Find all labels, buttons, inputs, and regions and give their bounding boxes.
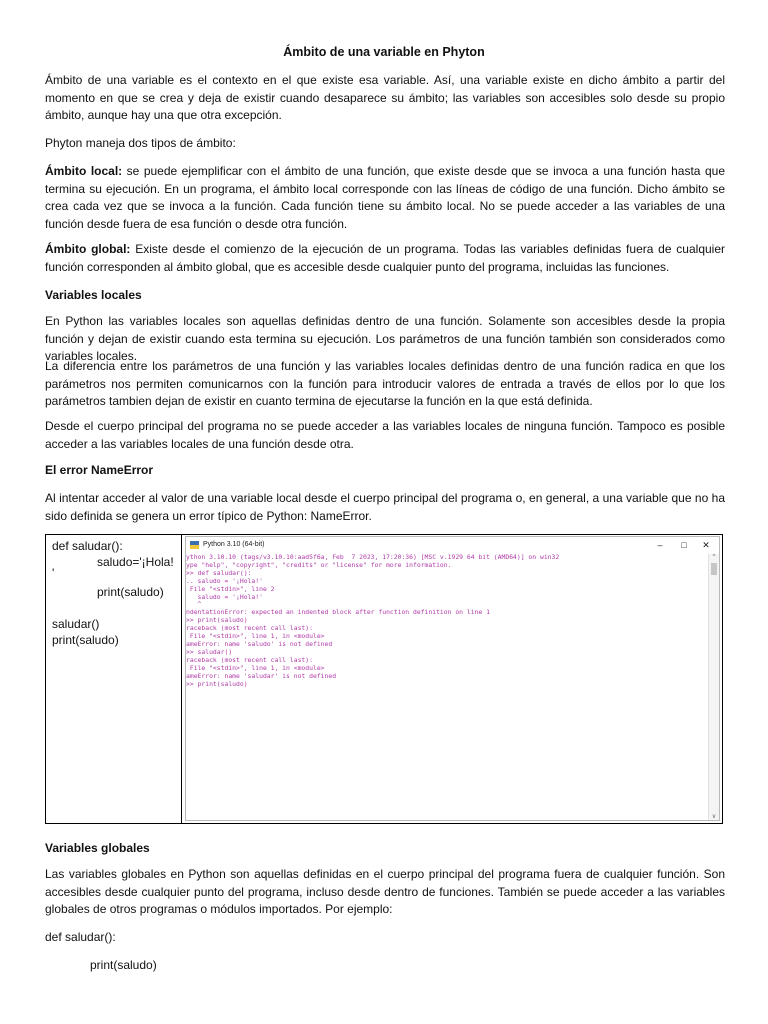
console-line: ython 3.10.10 (tags/v3.10.10:aad5f6a, Feb 7 2023, 17:20:36) [MSC v.1929 64 bit (AMD64)] on win32 (186, 554, 560, 561)
console-line: File "<stdin>", line 2 (186, 584, 275, 593)
window-title: Python 3.10 (64-bit) (203, 541, 265, 548)
code2-def-line: def saludar(): (45, 930, 116, 944)
console-line: ^ (186, 600, 202, 609)
scrollbar-thumb[interactable] (711, 563, 717, 575)
console-line: ype "help", "copyright", "credits" or "license" for more information. (186, 560, 452, 569)
code2-print-line: print(saludo) (90, 958, 157, 972)
console-line: >> print(saludo) (186, 679, 248, 688)
console-line: raceback (most recent call last): (186, 624, 313, 633)
nameerror-paragraph: Al intentar acceder al valor de una variable local desde el cuerpo principal del programa o, en general, a una variable que no ha sido definida se genera un error típico de Python: NameError. (45, 491, 725, 523)
console-line: ameError: name 'saludo' is not defined (186, 639, 333, 648)
console-line: raceback (most recent call last): (186, 655, 313, 664)
console-scrollbar[interactable] (708, 554, 719, 820)
local-scope-text: se puede ejemplificar con el ámbito de una función, que existe desde que se invoca a una función hasta que termina su ejecución. En un programa, el ámbito local corresponde con las líneas de código de una función. Dicho ámbito se crea cada vez que se invoca a la función. Cada función tiene su ámbito local. No se puede acceder a las variables de una función desde fuera de esa función o desde otra función. (45, 164, 725, 231)
local-vars-paragraph-1: En Python las variables locales son aquellas definidas dentro de una función. Solamente son accesibles desde la propia función y dejan de existir cuando esta termina su ejecución. Los parámetros de una función también son considerados como variables locales. (45, 314, 725, 363)
global-vars-paragraph: Las variables globales en Python son aquellas definidas en el cuerpo principal del programa fuera de cualquier función. Son accesibles desde cualquier punto del programa, incluso desde dentro de funciones. También se puede acceder a las variables globales de otros programas o módulos importados. Por ejemplo: (45, 867, 725, 916)
console-line: ndentationError: expected an indented block after function definition on line 1 (186, 608, 490, 617)
intro-paragraph: Ámbito de una variable es el contexto en el que existe esa variable. Así, una variable existe en dicho ámbito a partir del momento en que se crea y deja de existir cuando desaparece su ámbito; las variables son accesibles solo desde su propio ámbito, aunque hay una que otra excepción. (45, 73, 725, 122)
console-line: >> saludar() (186, 647, 233, 656)
scroll-down-icon[interactable]: v (712, 814, 716, 820)
global-scope-paragraph (45, 241, 725, 276)
global-scope-text: Existe desde el comienzo de la ejecución de un programa. Todas las variables definidas fuera de cualquier función corresponden al ámbito global, que es accesible desde cualquier punto del programa, incluidas las funciones. (45, 242, 725, 274)
screenshot-cell (182, 535, 722, 823)
console-line: File "<stdin>", line 1, in <module> (186, 663, 325, 672)
code-line-print-inner: print(saludo) (97, 585, 164, 599)
close-button[interactable]: ✕ (702, 540, 710, 550)
code-line-assign: saludo='¡Hola! (97, 555, 174, 569)
console-line: File "<stdin>", line 1, in <module> (186, 632, 325, 641)
heading-local-variables: Variables locales (45, 288, 142, 302)
python-icon (190, 541, 199, 549)
document-title: Ámbito de una variable en Phyton (283, 45, 485, 59)
heading-nameerror: El error NameError (45, 463, 154, 477)
local-scope-label: Ámbito local: (45, 164, 123, 178)
console-line: >> print(saludo) (186, 616, 248, 625)
maximize-button[interactable]: □ (681, 540, 687, 550)
code-line-quote: ' (52, 566, 55, 580)
console-line: >> def saludar(): (186, 568, 252, 577)
code-example-table (45, 534, 723, 824)
python-console-window (185, 536, 720, 821)
minimize-button[interactable]: – (657, 540, 663, 550)
code-line-call: saludar() (52, 617, 100, 631)
local-scope-paragraph (45, 163, 725, 233)
console-line: saludo = '¡Hola!' (186, 592, 263, 601)
code-line-def: def saludar(): (52, 539, 123, 553)
heading-global-variables: Variables globales (45, 841, 150, 855)
scope-types-intro: Phyton maneja dos tipos de ámbito: (45, 136, 236, 150)
local-vars-paragraph-2: La diferencia entre los parámetros de una función y las variables locales definidas dentro de una función radica en que los parámetros nos permiten comunicarnos con la función para introducir valores de entrada a través de ellos por lo que los parámetros tambien dejan de existir en cuanto termina de ejecutarse la función en la que está definida. (45, 359, 725, 408)
local-vars-paragraph-3: Desde el cuerpo principal del programa no se puede acceder a las variables locales de ninguna función. Tampoco es posible acceder a las variables locales de una función desde otra. (45, 419, 725, 451)
code-cell (46, 535, 182, 823)
console-output[interactable] (186, 554, 707, 820)
scroll-up-icon[interactable]: ^ (712, 554, 716, 560)
code-line-print-outer: print(saludo) (52, 633, 119, 647)
console-line: .. saludo = '¡Hola!' (186, 576, 263, 585)
global-scope-label: Ámbito global: (45, 242, 131, 256)
console-line: ameError: name 'saludar' is not defined (186, 671, 337, 680)
window-titlebar (186, 537, 719, 553)
